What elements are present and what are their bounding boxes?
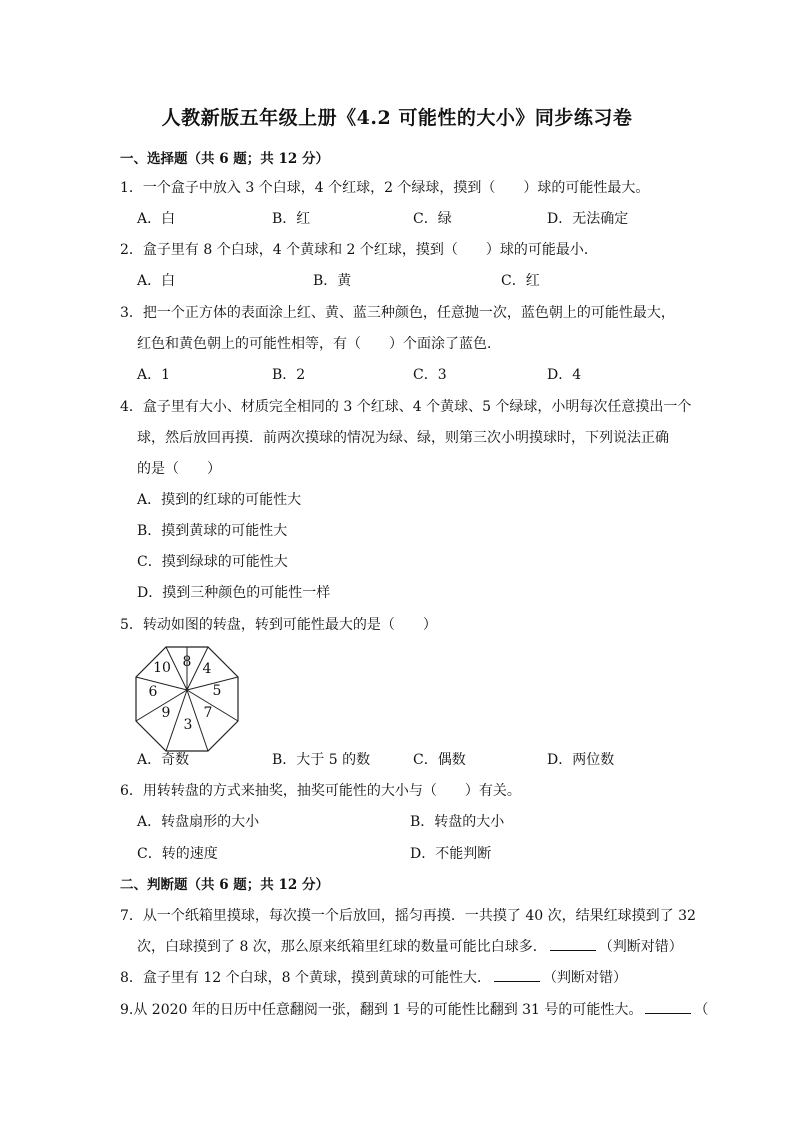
question-4-line-3: 的是（ ） — [137, 461, 221, 477]
question-9 — [120, 999, 709, 1019]
option-d[interactable]: D．4 — [547, 367, 582, 383]
question-5: 5．转动如图的转盘，转到可能性最大的是（ ） — [120, 617, 437, 633]
option-c[interactable]: C．绿 — [413, 211, 452, 227]
spinner-number: 9 — [161, 705, 171, 721]
question-1-options — [137, 208, 697, 228]
option-b[interactable]: B．黄 — [313, 273, 352, 289]
option-a[interactable]: A．转盘扇形的大小 — [137, 814, 260, 830]
option-c[interactable]: C．偶数 — [413, 752, 466, 768]
question-1: 1．一个盒子中放入 3 个白球，4 个红球，2 个绿球，摸到（ ）球的可能性最大。 — [120, 180, 650, 196]
spinner-divider — [136, 677, 187, 690]
question-7-line-1: 7．从一个纸箱里摸球，每次摸一个后放回，摇匀再摸．一共摸了 40 次，结果红球摸到了 32 — [120, 908, 696, 924]
judge-hint: （判断对错） — [542, 970, 627, 986]
option-a[interactable]: A．奇数 — [137, 752, 190, 768]
option-b[interactable]: B．摸到黄球的可能性大 — [137, 523, 288, 539]
spinner-number: 3 — [183, 717, 193, 733]
spinner-number: 6 — [148, 684, 158, 700]
question-4-line-2: 球，然后放回再摸．前两次摸球的情况为绿、绿，则第三次小明摸球时，下列说法正确 — [137, 430, 669, 446]
spinner-number: 8 — [182, 654, 192, 670]
option-b[interactable]: B．大于 5 的数 — [272, 752, 371, 768]
option-a[interactable]: A．白 — [137, 211, 176, 227]
option-b[interactable]: B．转盘的大小 — [410, 814, 505, 830]
spinner-number: 10 — [153, 660, 171, 676]
section-heading-choice: 一、选择题（共 6 题；共 12 分） — [120, 151, 329, 167]
page-title: 人教新版五年级上册《4.2 可能性的大小》同步练习卷 — [161, 107, 633, 129]
option-c[interactable]: C．3 — [413, 367, 447, 383]
spinner-number: 4 — [202, 661, 212, 677]
question-7-text: 次，白球摸到了 8 次，那么原来纸箱里红球的数量可能比白球多． — [137, 939, 547, 955]
question-8-text: 8．盒子里有 12 个白球，8 个黄球，摸到黄球的可能性大． — [120, 970, 491, 986]
option-a[interactable]: A．白 — [137, 273, 176, 289]
question-6-options-row-2 — [137, 843, 697, 863]
question-3-options — [137, 364, 697, 384]
judge-hint: （ — [694, 1002, 709, 1018]
question-6: 6．用转转盘的方式来抽奖，抽奖可能性的大小与（ ）有关。 — [120, 783, 521, 799]
option-d[interactable]: D．不能判断 — [410, 846, 492, 862]
option-c[interactable]: C．红 — [501, 273, 540, 289]
section-heading-true-false: 二、判断题（共 6 题；共 12 分） — [120, 877, 329, 893]
spinner-number: 7 — [203, 705, 213, 721]
option-d[interactable]: D．两位数 — [547, 752, 615, 768]
option-d[interactable]: D．无法确定 — [547, 211, 629, 227]
question-8 — [120, 967, 680, 987]
answer-blank[interactable] — [550, 938, 596, 951]
question-7-line-2 — [137, 936, 683, 956]
option-c[interactable]: C．转的速度 — [137, 846, 218, 862]
question-2-options — [137, 270, 697, 290]
spinner-number: 5 — [212, 683, 222, 699]
option-a[interactable]: A．摸到的红球的可能性大 — [137, 492, 302, 508]
option-a[interactable]: A．1 — [137, 367, 171, 383]
option-b[interactable]: B．2 — [272, 367, 306, 383]
question-4-line-1: 4．盒子里有大小、材质完全相同的 3 个红球、4 个黄球、5 个绿球，小明每次任意摸出一个 — [120, 399, 692, 415]
question-3-line-2: 红色和黄色朝上的可能性相等，有（ ）个面涂了蓝色． — [137, 336, 501, 352]
option-d[interactable]: D．摸到三种颜色的可能性一样 — [137, 585, 331, 601]
spinner-diagram — [133, 645, 241, 753]
option-b[interactable]: B．红 — [272, 211, 311, 227]
question-5-options — [137, 749, 697, 769]
question-6-options-row-1 — [137, 811, 697, 831]
question-3-line-1: 3．把一个正方体的表面涂上红、黄、蓝三种颜色，任意抛一次，蓝色朝上的可能性最大， — [120, 305, 675, 321]
question-2: 2．盒子里有 8 个白球，4 个黄球和 2 个红球，摸到（ ）球的可能最小． — [120, 242, 598, 258]
answer-blank[interactable] — [645, 1001, 691, 1014]
judge-hint: （判断对错） — [598, 939, 683, 955]
option-c[interactable]: C．摸到绿球的可能性大 — [137, 554, 288, 570]
question-9-text: 9.从 2020 年的日历中任意翻阅一张，翻到 1 号的可能性比翻到 31 号的可能性大。 — [120, 1002, 643, 1018]
answer-blank[interactable] — [494, 969, 540, 982]
